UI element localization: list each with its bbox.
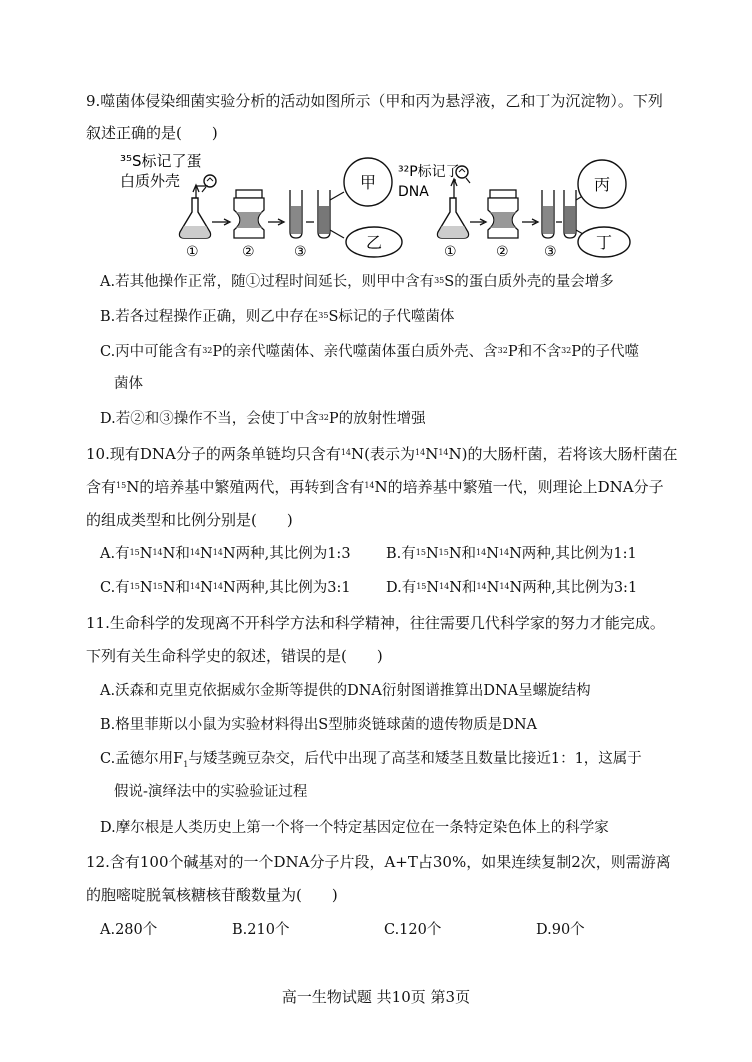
step-1-label: ①: [186, 244, 199, 260]
q10-stem-line3: 的组成类型和比例分别是( ): [86, 511, 293, 529]
q9-option-a: A.若其他操作正常，随①过程时间延长，则甲中含有$^{35}$S的蛋白质外壳的量会增多: [100, 274, 614, 290]
q10-option-a: A.有$^{15}N^{14}N$和$^{14}N^{14}N$两种,其比例为1:3: [100, 546, 351, 562]
q9-stem-line2: 叙述正确的是( ): [86, 124, 218, 142]
label-jia: 甲: [359, 173, 377, 192]
q9-option-d: D.若②和③操作不当，会使丁中含$^{32}$P的放射性增强: [100, 411, 426, 427]
label-bing: 丙: [593, 175, 611, 194]
centrifuge-tube-icon: [564, 190, 576, 238]
flask-icon: [438, 198, 469, 238]
label-ding: 丁: [595, 233, 613, 252]
right-label-2: DNA: [398, 184, 429, 200]
q9-option-c-cont: 菌体: [114, 376, 143, 392]
q12-stem-line1: 12.含有100个碱基对的一个DNA分子片段，A+T占30%，如果连续复制2次，则需游离: [86, 853, 671, 871]
step-2-label: ②: [242, 244, 255, 260]
right-label-1: ³²P标记了: [398, 164, 460, 180]
q11-stem-line1: 11.生命科学的发现离不开科学方法和科学精神，往往需要几代科学家的努力才能完成。: [86, 614, 665, 632]
centrifuge-tube-icon: [542, 190, 554, 238]
q9-option-b: B.若各过程操作正确，则乙中存在$^{35}$S标记的子代噬菌体: [100, 309, 455, 325]
q12-option-d: D.90个: [536, 922, 585, 938]
label-yi: 乙: [365, 233, 383, 252]
blender-icon: [234, 190, 264, 238]
page-footer: 高一生物试题 共10页 第3页: [281, 988, 471, 1006]
q11-option-c-cont: 假说-演绎法中的实验验证过程: [114, 784, 308, 800]
centrifuge-tube-icon: [318, 190, 330, 238]
q12-option-c: C.120个: [384, 922, 442, 938]
q10-stem-line2: 含有$^{15}$N的培养基中繁殖两代，再转到含有$^{14}$N的培养基中繁殖一代，则理论上DNA分子: [86, 478, 664, 496]
q11-stem-line2: 下列有关生命科学史的叙述，错误的是( ): [86, 647, 383, 665]
step-1-label: ①: [444, 244, 457, 260]
q12-option-b: B.210个: [232, 922, 290, 938]
q11-option-b: B.格里菲斯以小鼠为实验材料得出S型肺炎链球菌的遗传物质是DNA: [100, 717, 537, 733]
q9-figure: [0, 150, 752, 270]
q12-stem-line2: 的胞嘧啶脱氧核糖核苷酸数量为( ): [86, 886, 338, 904]
q11-option-a: A.沃森和克里克依据威尔金斯等提供的DNA衍射图谱推算出DNA呈螺旋结构: [100, 683, 591, 699]
flask-icon: [180, 198, 211, 238]
blender-icon: [488, 190, 518, 238]
step-3-label: ③: [294, 244, 307, 260]
step-3-label: ③: [544, 244, 557, 260]
q11-option-d: D.摩尔根是人类历史上第一个将一个特定基因定位在一条特定染色体上的科学家: [100, 820, 609, 836]
q10-option-d: D.有$^{15}N^{14}N$和$^{14}N^{14}N$两种,其比例为3:1: [386, 580, 638, 596]
left-label-2: 白质外壳: [120, 172, 181, 190]
q9-stem-line1: 9.噬菌体侵染细菌实验分析的活动如图所示（甲和丙为悬浮液，乙和丁为沉淀物）。下列: [86, 92, 663, 110]
q12-option-a: A.280个: [100, 922, 158, 938]
phage-icon: [202, 175, 216, 192]
q9-option-c: C.丙中可能含有$^{32}$P的亲代噬菌体、亲代噬菌体蛋白质外壳、含$^{32}$P和不含$^{32}$P的子代噬: [100, 344, 640, 360]
q10-option-c: C.有$^{15}N^{15}N$和$^{14}N^{14}N$两种,其比例为3:1: [100, 580, 351, 596]
step-2-label: ②: [496, 244, 509, 260]
q10-stem-line1: 10.现有DNA分子的两条单链均只含有$^{14}$N(表示为$^{14}N^{14}N$)的大肠杆菌，若将该大肠杆菌在: [86, 445, 678, 463]
left-label-1: ³⁵S标记了蛋: [120, 152, 202, 170]
q11-option-c: C.孟德尔用$F_1$与矮茎豌豆杂交，后代中出现了高茎和矮茎且数量比接近1：1，这属于: [100, 751, 642, 769]
q10-option-b: B.有$^{15}N^{15}N$和$^{14}N^{14}N$两种,其比例为1:1: [386, 546, 637, 562]
centrifuge-tube-icon: [290, 190, 302, 238]
